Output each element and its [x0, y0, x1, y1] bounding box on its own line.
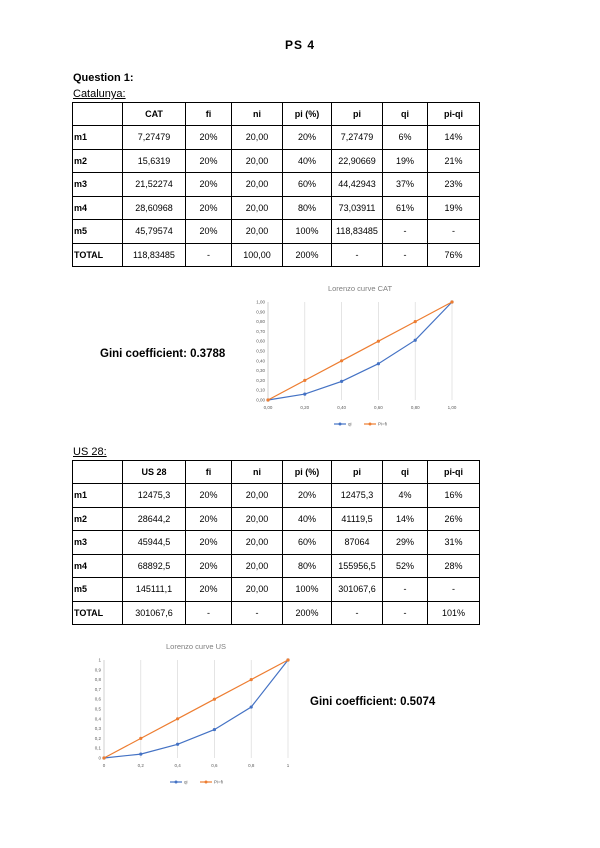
table-cell: -	[383, 243, 428, 267]
lorenz-chart-catalunya	[248, 280, 468, 430]
table-cell: 20%	[186, 149, 232, 173]
table-header-row	[73, 461, 480, 484]
column-header: pi (%)	[283, 103, 332, 126]
table-row	[73, 173, 480, 197]
row-label: m4	[73, 554, 123, 578]
table-cell: 20%	[186, 484, 232, 508]
series-line-pi	[268, 302, 452, 400]
column-header: pi-qi	[428, 103, 480, 126]
table-cell: -	[383, 220, 428, 244]
table-cell: 60%	[283, 173, 332, 197]
table-cell: 101%	[428, 601, 480, 625]
column-header: fi	[186, 461, 232, 484]
x-tick-label: 0,40	[337, 405, 346, 410]
table-row	[73, 149, 480, 173]
table-cell: 73,03911	[332, 196, 383, 220]
data-point	[303, 393, 306, 396]
lorenz-chart-us	[84, 638, 304, 788]
x-tick-label: 1,00	[447, 405, 457, 410]
gini-coefficient-us: Gini coefficient: 0.5074	[310, 696, 436, 708]
legend-label: qi	[184, 779, 188, 785]
table-row	[73, 126, 480, 150]
table-cell: 68892,5	[123, 554, 186, 578]
data-point	[102, 756, 105, 759]
data-point	[377, 340, 380, 343]
table-cell: 23%	[428, 173, 480, 197]
y-tick-label: 1	[98, 657, 101, 663]
y-tick-label: 0,4	[94, 716, 101, 722]
table-cell: 20,00	[232, 531, 283, 555]
y-tick-label: 0,5	[94, 706, 101, 712]
table-cell: 20,00	[232, 149, 283, 173]
table-cell: 12475,3	[332, 484, 383, 508]
y-tick-label: 0,50	[256, 348, 265, 354]
table-cell: 20%	[186, 220, 232, 244]
column-header: pi (%)	[283, 461, 332, 484]
y-tick-label: 0,40	[256, 358, 265, 364]
table-cell: 22,90669	[332, 149, 383, 173]
table-row	[73, 507, 480, 531]
table-cell: 45944,5	[123, 531, 186, 555]
table-cell: 100%	[283, 220, 332, 244]
column-header: qi	[383, 103, 428, 126]
table-row	[73, 243, 480, 267]
row-label: m4	[73, 196, 123, 220]
table-cell: 21,52274	[123, 173, 186, 197]
table-cell: 20%	[186, 507, 232, 531]
row-label: m5	[73, 220, 123, 244]
y-tick-label: 0,6	[94, 696, 101, 702]
data-point	[176, 717, 179, 720]
table-cell: 52%	[383, 554, 428, 578]
chart-title: Lorenzo curve US	[165, 642, 227, 651]
us-table	[72, 460, 480, 625]
table-cell: 19%	[383, 149, 428, 173]
table-row	[73, 196, 480, 220]
table-cell: 20,00	[232, 196, 283, 220]
y-tick-label: 0,10	[256, 387, 265, 393]
column-header: pi	[332, 103, 383, 126]
column-header	[73, 461, 123, 484]
table-cell: 40%	[283, 149, 332, 173]
table-cell: 20,00	[232, 578, 283, 602]
y-tick-label: 0,9	[94, 667, 101, 673]
column-header: US 28	[123, 461, 186, 484]
table-cell: 26%	[428, 507, 480, 531]
table-row	[73, 578, 480, 602]
y-tick-label: 0,7	[94, 686, 101, 692]
table-cell: 4%	[383, 484, 428, 508]
table-cell: 301067,6	[123, 601, 186, 625]
table-cell: 40%	[283, 507, 332, 531]
row-label: m3	[73, 173, 123, 197]
table-cell: 20,00	[232, 507, 283, 531]
y-tick-label: 0,3	[94, 726, 101, 732]
table-cell: 29%	[383, 531, 428, 555]
table-cell: 28,60968	[123, 196, 186, 220]
legend-marker	[369, 423, 372, 426]
table-cell: 20%	[283, 126, 332, 150]
x-tick-label: 0,2	[137, 763, 144, 768]
y-tick-label: 0,70	[256, 328, 265, 334]
table-cell: 200%	[283, 601, 332, 625]
y-tick-label: 0,00	[256, 397, 265, 403]
x-tick-label: 1	[286, 763, 290, 768]
table-cell: 60%	[283, 531, 332, 555]
data-point	[176, 743, 179, 746]
table-cell: -	[383, 601, 428, 625]
column-header: pi-qi	[428, 461, 480, 484]
data-point	[340, 380, 343, 383]
data-point	[250, 705, 253, 708]
section-label-us: US 28:	[73, 446, 107, 458]
y-tick-label: 0,8	[94, 677, 101, 683]
table-cell: 20%	[186, 531, 232, 555]
y-tick-label: 0,60	[256, 338, 265, 344]
table-cell: -	[232, 601, 283, 625]
table-cell: 20,00	[232, 484, 283, 508]
legend-label: Pi=fi	[378, 421, 387, 427]
table-row	[73, 554, 480, 578]
table-cell: 200%	[283, 243, 332, 267]
data-point	[414, 320, 417, 323]
y-tick-label: 1,00	[256, 299, 265, 305]
row-label: m1	[73, 126, 123, 150]
table-cell: 45,79574	[123, 220, 186, 244]
data-point	[139, 752, 142, 755]
table-row	[73, 531, 480, 555]
table-cell: 16%	[428, 484, 480, 508]
data-point	[303, 379, 306, 382]
table-cell: 118,83485	[332, 220, 383, 244]
data-point	[340, 359, 343, 362]
table-cell: -	[428, 220, 480, 244]
x-tick-label: 0,20	[300, 405, 310, 410]
column-header: qi	[383, 461, 428, 484]
y-tick-label: 0,90	[256, 309, 265, 315]
table-cell: 14%	[383, 507, 428, 531]
table-cell: 19%	[428, 196, 480, 220]
table-row	[73, 484, 480, 508]
table-cell: 28644,2	[123, 507, 186, 531]
table-cell: 6%	[383, 126, 428, 150]
column-header: pi	[332, 461, 383, 484]
chart-title: Lorenzo curve CAT	[327, 284, 393, 293]
column-header	[73, 103, 123, 126]
table-cell: 61%	[383, 196, 428, 220]
data-point	[414, 339, 417, 342]
data-point	[213, 698, 216, 701]
x-tick-label: 0,4	[174, 763, 181, 768]
table-cell: 301067,6	[332, 578, 383, 602]
table-cell: 76%	[428, 243, 480, 267]
x-tick-label: 0,80	[410, 405, 420, 410]
legend-label: qi	[348, 421, 352, 427]
table-cell: -	[186, 601, 232, 625]
table-cell: -	[332, 601, 383, 625]
table-cell: 14%	[428, 126, 480, 150]
question-heading: Question 1:	[73, 72, 134, 84]
table-cell: 155956,5	[332, 554, 383, 578]
x-tick-label: 0,60	[374, 405, 383, 410]
legend-marker	[339, 423, 342, 426]
column-header: CAT	[123, 103, 186, 126]
table-cell: 80%	[283, 196, 332, 220]
x-tick-label: 0,8	[248, 763, 255, 768]
table-cell: -	[186, 243, 232, 267]
column-header: ni	[232, 103, 283, 126]
table-cell: 20%	[186, 126, 232, 150]
table-cell: 21%	[428, 149, 480, 173]
data-point	[450, 300, 453, 303]
table-cell: 28%	[428, 554, 480, 578]
table-cell: 44,42943	[332, 173, 383, 197]
column-header: ni	[232, 461, 283, 484]
x-tick-label: 0,00	[263, 405, 273, 410]
y-tick-label: 0,80	[256, 319, 265, 325]
table-cell: 20%	[186, 578, 232, 602]
y-tick-label: 0	[98, 755, 101, 761]
row-label: m5	[73, 578, 123, 602]
table-cell: 41119,5	[332, 507, 383, 531]
table-cell: 15,6319	[123, 149, 186, 173]
section-label-catalunya: Catalunya:	[73, 88, 126, 100]
table-header-row	[73, 103, 480, 126]
table-cell: 20%	[283, 484, 332, 508]
table-cell: -	[332, 243, 383, 267]
row-label: m3	[73, 531, 123, 555]
row-label: TOTAL	[73, 243, 123, 267]
table-cell: 100,00	[232, 243, 283, 267]
y-tick-label: 0,2	[94, 735, 101, 741]
table-cell: 7,27479	[332, 126, 383, 150]
table-cell: 7,27479	[123, 126, 186, 150]
table-cell: 87064	[332, 531, 383, 555]
table-cell: 20,00	[232, 126, 283, 150]
table-cell: 145111,1	[123, 578, 186, 602]
page-title: PS 4	[284, 38, 315, 52]
table-cell: 20%	[186, 554, 232, 578]
data-point	[286, 658, 289, 661]
legend-marker	[175, 781, 178, 784]
table-cell: 20%	[186, 173, 232, 197]
data-point	[139, 737, 142, 740]
y-tick-label: 0,1	[94, 745, 101, 751]
table-cell: 100%	[283, 578, 332, 602]
table-cell: 37%	[383, 173, 428, 197]
table-cell: -	[428, 578, 480, 602]
data-point	[250, 678, 253, 681]
catalunya-table	[72, 102, 480, 267]
column-header: fi	[186, 103, 232, 126]
table-cell: -	[383, 578, 428, 602]
x-tick-label: 0,6	[211, 763, 218, 768]
legend-marker	[205, 781, 208, 784]
row-label: m2	[73, 507, 123, 531]
table-cell: 20%	[186, 196, 232, 220]
table-cell: 12475,3	[123, 484, 186, 508]
table-cell: 20,00	[232, 220, 283, 244]
row-label: m1	[73, 484, 123, 508]
y-tick-label: 0,20	[256, 377, 265, 383]
table-cell: 20,00	[232, 173, 283, 197]
gini-coefficient-catalunya: Gini coefficient: 0.3788	[100, 348, 226, 360]
legend-label: Pi=fi	[214, 779, 223, 785]
row-label: m2	[73, 149, 123, 173]
table-cell: 20,00	[232, 554, 283, 578]
data-point	[213, 728, 216, 731]
table-cell: 118,83485	[123, 243, 186, 267]
table-row	[73, 601, 480, 625]
series-line-pi	[104, 660, 288, 758]
y-tick-label: 0,30	[256, 368, 265, 374]
table-cell: 31%	[428, 531, 480, 555]
x-tick-label: 0	[102, 763, 106, 768]
table-row	[73, 220, 480, 244]
row-label: TOTAL	[73, 601, 123, 625]
table-cell: 80%	[283, 554, 332, 578]
data-point	[377, 362, 380, 365]
data-point	[266, 398, 269, 401]
